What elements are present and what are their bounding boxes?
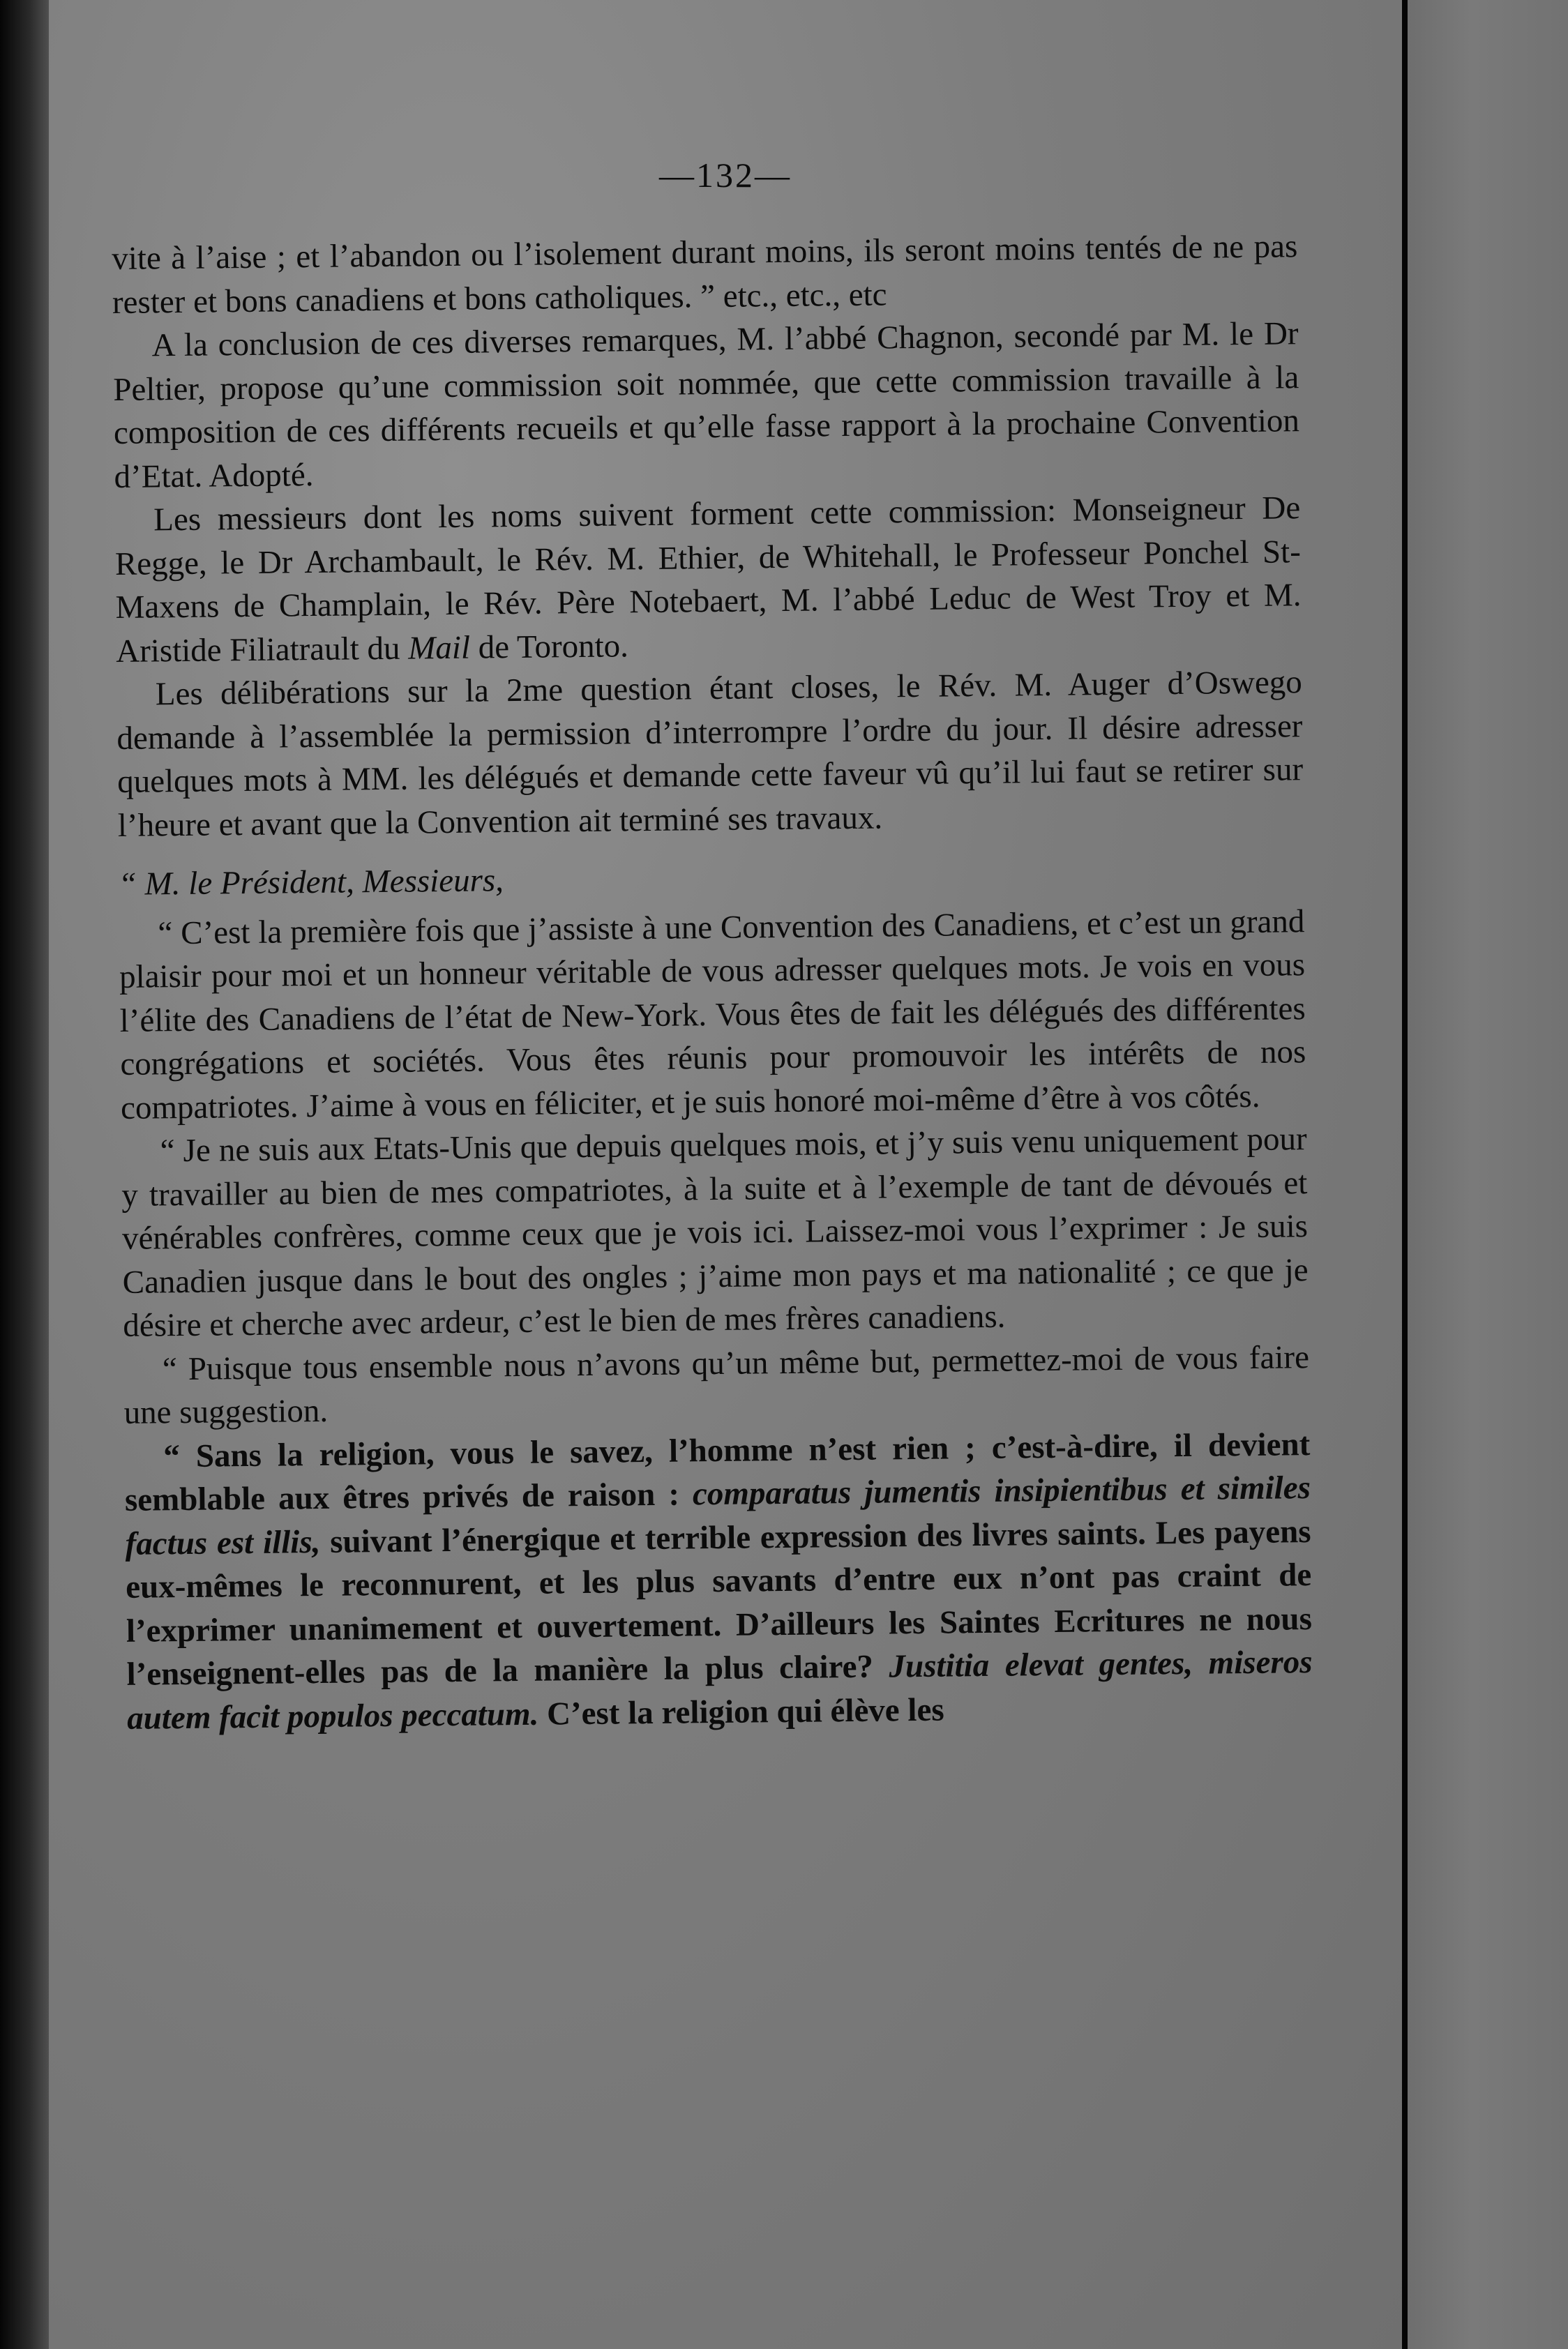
salutation-messieurs: Messieurs bbox=[362, 862, 496, 900]
latin-quote-2: Justitia elevat gentes, miseros autem facit populos peccatum. bbox=[126, 1644, 1313, 1737]
paragraph-8-middle: suivant l’énergique et terrible expression des livres saints. Les payens eux-mêmes le reconnurent, et les plus savants d’entre eux n’ont pas craint de l’exprimer unanimement et ouvertement. D’ailleurs les Saintes Ecritures ne nous l’enseignent-elles pas de la manière la plus claire? bbox=[126, 1513, 1313, 1693]
latin-quote-1: comparatus jumentis insipientibus et similes factus est illis, bbox=[125, 1470, 1311, 1562]
salutation bbox=[118, 850, 1304, 906]
paragraph-8-tail: C’est la religion qui élève les bbox=[538, 1691, 944, 1732]
paragraph-2: A la conclusion de ces diverses remarques, M. l’abbé Chagnon, secondé par M. le Dr Peltier, propose qu’une commission soit nommée, que cette commission travaille à la composition de ces différents recueils et qu’elle fasse rapport à la prochaine Convention d’Etat. Adopté. bbox=[113, 315, 1300, 495]
paragraph-1: vite à l’aise ; et l’abandon ou l’isolement durant moins, ils seront moins tentés de ne pas rester et bons canadiens et bons catholiques. ” etc., etc., etc bbox=[112, 228, 1298, 321]
book-page bbox=[49, 0, 1402, 2349]
page-edge bbox=[1402, 0, 1408, 2349]
newspaper-title: Mail bbox=[407, 629, 471, 667]
salutation-president: M. le Président bbox=[144, 863, 347, 902]
salutation-separator: , bbox=[345, 863, 363, 900]
paragraph-8-text: “ Sans la religion, vous le savez, l’homme n’est rien ; c’est-à-dire, il devient semblable aux êtres privés de raison : bbox=[124, 1426, 1311, 1518]
salutation-open-quote: “ bbox=[118, 866, 145, 902]
paragraph-3-text: Les messieurs dont les noms suivent forment cette commission: Monseigneur De Regge, le Dr Archambault, le Rév. M. Ethier, de Whitehall, le Professeur Ponchel St-Maxens de Champlain, le Rév. Père Notebaert, M. l’abbé Leduc de West Troy et M. Aristide Filiatrault du bbox=[114, 490, 1302, 670]
paragraph-3-tail: de Toronto. bbox=[469, 627, 629, 666]
paragraph-6: “ Je ne suis aux Etats-Unis que depuis quelques mois, et j’y suis venu uniquement pour y travailler au bien de mes compatriotes, à la suite et à l’exemple de tant de dévoués et vénérables confrères, comme ceux que je vois ici. Laissez-moi vous l’exprimer : Je suis Canadien jusque dans le bout des ongles ; j’aime mon pays et ma nationalité ; ce que je désire et cherche avec ardeur, c’est le bien de mes frères canadiens. bbox=[121, 1121, 1309, 1344]
page-text bbox=[112, 225, 1313, 1740]
paragraph-3 bbox=[114, 486, 1302, 673]
salutation-close: , bbox=[495, 862, 504, 899]
underlying-page bbox=[1408, 0, 1568, 2349]
paragraph-5: “ C’est la première fois que j’assiste à une Convention des Canadiens, et c’est un grand plaisir pour moi et un honneur véritable de vous adresser quelques mots. Je vois en vous l’élite des Canadiens de l’état de New-York. Vous êtes de fait les délégués des différentes congrégations et sociétés. Vous êtes réunis pour promouvoir les intérêts de nos compatriotes. J’aime à vous en féliciter, et je suis honoré moi-même d’être à vos côtés. bbox=[119, 902, 1306, 1126]
page-number: —132— bbox=[659, 156, 792, 195]
paragraph-4: Les délibérations sur la 2me question étant closes, le Rév. M. Auger d’Oswego demande à l’assemblée la permission d’interrompre l’ordre du jour. Il désire adresser quelques mots à MM. les délégués et demande cette faveur vû qu’il lui faut se retirer sur l’heure et avant que la Convention ait terminé ses travaux. bbox=[116, 664, 1304, 844]
binding-shadow bbox=[0, 0, 49, 2349]
paragraph-7: “ Puisque tous ensemble nous n’avons qu’un même but, permettez-moi de vous faire une suggestion. bbox=[123, 1338, 1310, 1431]
paragraph-8 bbox=[124, 1423, 1313, 1740]
